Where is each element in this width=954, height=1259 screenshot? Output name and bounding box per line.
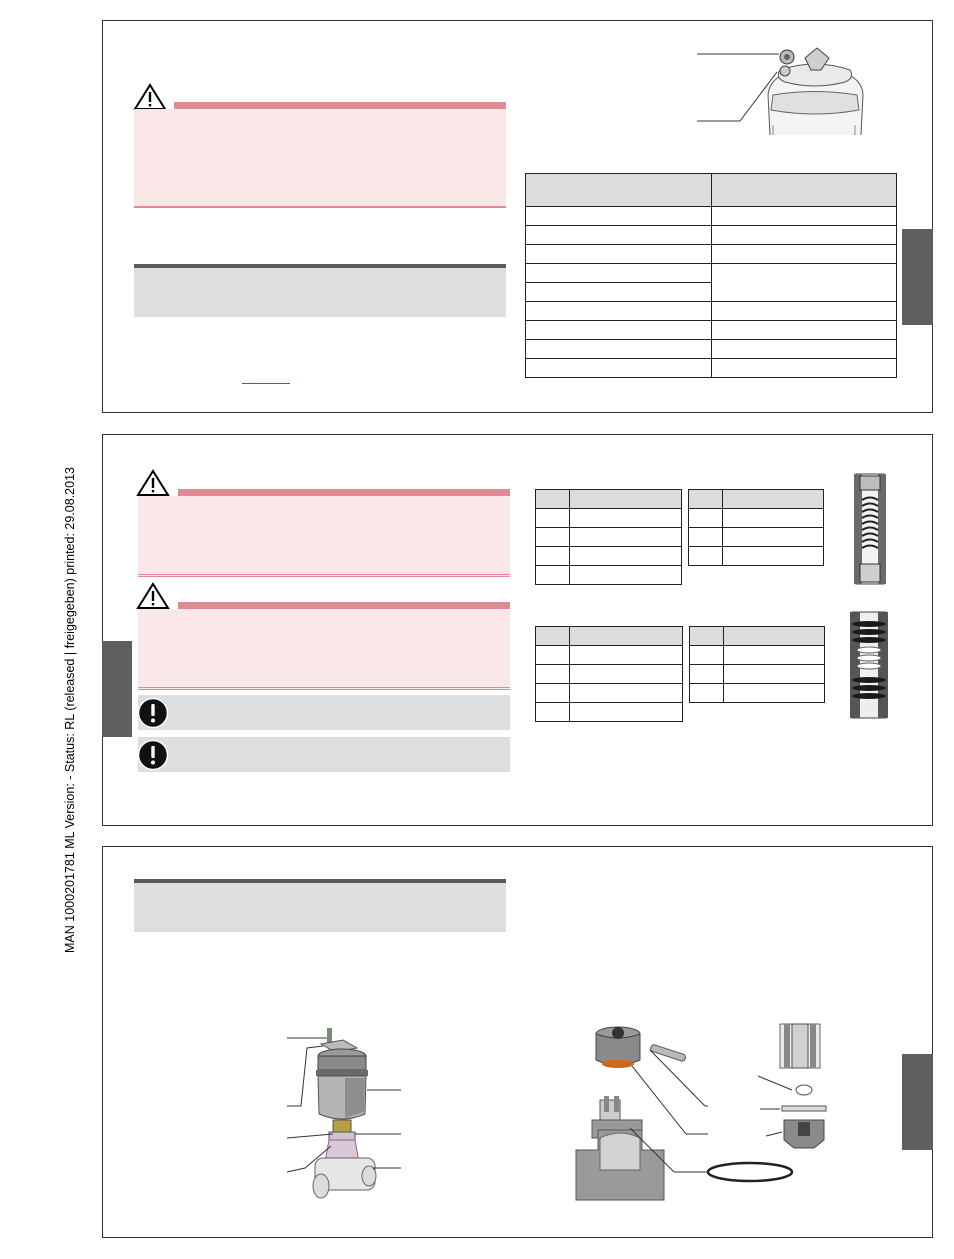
parts-table bbox=[535, 489, 682, 585]
table-cell bbox=[570, 646, 683, 665]
warning-box bbox=[138, 609, 510, 690]
info-box bbox=[134, 264, 506, 317]
table-cell bbox=[536, 646, 570, 665]
table-cell bbox=[690, 684, 724, 703]
table-cell bbox=[711, 359, 897, 378]
parts-table bbox=[688, 489, 824, 566]
table-cell bbox=[689, 509, 723, 528]
table-cell bbox=[723, 528, 824, 547]
table-header-cell bbox=[536, 490, 570, 509]
notice-box bbox=[138, 695, 510, 730]
table-cell bbox=[711, 245, 897, 264]
table-cell bbox=[570, 703, 683, 722]
table-header-cell bbox=[570, 490, 682, 509]
table-cell bbox=[526, 340, 712, 359]
table-header-cell bbox=[711, 174, 897, 207]
table-header-cell bbox=[690, 627, 724, 646]
valve-assembly-illustration bbox=[285, 1026, 405, 1206]
table-cell bbox=[570, 665, 683, 684]
table-cell bbox=[570, 509, 682, 528]
specification-table bbox=[525, 173, 897, 378]
table-cell bbox=[570, 566, 682, 585]
table-cell bbox=[690, 646, 724, 665]
bellows-section-illustration bbox=[848, 610, 890, 720]
section-tab-right-1 bbox=[902, 229, 933, 325]
table-cell bbox=[536, 684, 570, 703]
table-cell bbox=[711, 321, 897, 340]
parts-table bbox=[689, 626, 825, 703]
table-cell bbox=[690, 665, 724, 684]
table-cell bbox=[526, 283, 712, 302]
table-cell bbox=[724, 684, 825, 703]
table-header-cell bbox=[689, 490, 723, 509]
table-header-cell bbox=[723, 490, 824, 509]
table-header-cell bbox=[570, 627, 683, 646]
table-cell bbox=[724, 665, 825, 684]
info-box bbox=[134, 879, 506, 932]
table-cell bbox=[536, 547, 570, 566]
warning-triangle-icon bbox=[136, 469, 170, 497]
table-cell bbox=[526, 264, 712, 283]
table-cell bbox=[570, 684, 683, 703]
table-cell bbox=[689, 528, 723, 547]
warning-triangle-icon bbox=[136, 582, 170, 610]
spring-section-illustration bbox=[850, 472, 890, 586]
table-cell bbox=[723, 509, 824, 528]
table-cell bbox=[526, 226, 712, 245]
table-cell bbox=[536, 665, 570, 684]
table-cell bbox=[570, 528, 682, 547]
table-header-cell bbox=[536, 627, 570, 646]
notice-box bbox=[138, 737, 510, 772]
table-cell bbox=[711, 340, 897, 359]
valve-disassembly-illustration bbox=[570, 1020, 870, 1210]
document-meta-text: MAN 1000201781 ML Version: - Status: RL (released | freigegeben) printed: 29.08.2013 bbox=[63, 467, 77, 953]
table-cell bbox=[711, 302, 897, 321]
table-cell bbox=[526, 359, 712, 378]
reference-link[interactable] bbox=[242, 383, 290, 384]
table-cell bbox=[570, 547, 682, 566]
section-tab-left bbox=[102, 641, 132, 737]
table-cell bbox=[536, 509, 570, 528]
section-tab-right-2 bbox=[902, 1054, 933, 1150]
table-header-cell bbox=[724, 627, 825, 646]
warning-box bbox=[138, 496, 510, 577]
table-cell bbox=[536, 566, 570, 585]
table-header-cell bbox=[526, 174, 712, 207]
table-cell bbox=[711, 226, 897, 245]
table-cell bbox=[526, 321, 712, 340]
warning-triangle-icon bbox=[133, 83, 167, 111]
exclamation-circle-icon bbox=[137, 697, 169, 729]
table-cell bbox=[689, 547, 723, 566]
warning-box bbox=[134, 109, 506, 208]
warning-header-bar bbox=[174, 102, 506, 109]
actuator-top-illustration bbox=[695, 40, 875, 136]
table-cell bbox=[526, 207, 712, 226]
table-cell bbox=[711, 264, 897, 302]
warning-header-bar bbox=[178, 602, 510, 609]
table-cell bbox=[536, 528, 570, 547]
table-cell bbox=[723, 547, 824, 566]
table-cell bbox=[526, 302, 712, 321]
table-cell bbox=[536, 703, 570, 722]
table-cell bbox=[526, 245, 712, 264]
exclamation-circle-icon bbox=[137, 739, 169, 771]
parts-table bbox=[535, 626, 683, 722]
table-cell bbox=[711, 207, 897, 226]
warning-header-bar bbox=[178, 489, 510, 496]
table-cell bbox=[724, 646, 825, 665]
